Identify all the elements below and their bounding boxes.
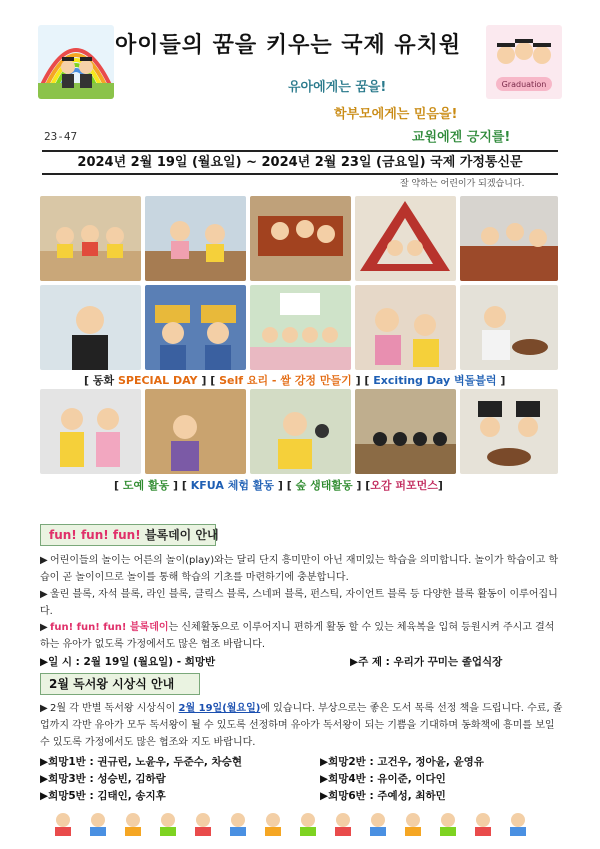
reading-award-paragraph: ▶ 2월 각 반별 독서왕 시상식이 2월 19일(월요일)에 있습니다. 부상으로는 좋은 도서 목록 선정 책을 드립니다. 수료, 졸업까지 각반 유아가 모두 독서왕이 될 수 있도록 선정하며 유아가 독서왕이 되는 기쁨을 기대하며 동화책에 흥미를 보일 수 있도록 가정에서도 많은 협조와 지도 바랍니다. xyxy=(40,703,563,748)
photo-class-activity-9 xyxy=(355,285,456,370)
photo-class-activity-4 xyxy=(355,196,456,281)
caption-bracket: ] [ xyxy=(274,479,296,492)
section-reading-award-header: 2월 독서왕 시상식 안내 xyxy=(40,673,200,695)
slogan-children: 유아에게는 꿈을! xyxy=(288,80,387,95)
caption-pottery: 도예 활동 xyxy=(122,479,170,492)
caption-bracket: [ xyxy=(114,479,123,492)
graduation-logo-text: Graduation xyxy=(501,80,547,89)
photo-captions-row-2 xyxy=(114,477,443,493)
caption-bracket: ] xyxy=(437,479,443,492)
caption-bracket: ] xyxy=(496,374,506,387)
award-group-1: ▶희망1반 : 권규린, 노윤우, 두준수, 차승현 xyxy=(40,756,242,768)
photo-class-activity-1 xyxy=(40,196,141,281)
photo-class-activity-14 xyxy=(355,389,456,474)
award-group-3-text: 희망3반 : 성승빈, 김하람 xyxy=(48,773,166,785)
slogan-teachers: 교원에겐 긍지를! xyxy=(412,130,511,145)
photo-class-activity-8 xyxy=(250,285,351,370)
caption-bracket: ] [ xyxy=(197,374,220,387)
block-day-paragraph-2: ▶ 울린 블록, 자석 블록, 라인 블록, 클릭스 블록, 스네퍼 블록, 펀스틱, 자이언트 블록 등 다양한 블록 활동이 이루어집니다. xyxy=(40,589,558,617)
block-day-paragraph-1-text: 어린이들의 놀이는 어른의 놀이(play)와는 달리 단지 흥미만이 아닌 재미있는 학습을 의미합니다. 놀이가 학습이고 학습이 곧 놀이이므로 놀이를 통해 학습의 기초를 마련하기에 충분합니다. xyxy=(40,555,559,583)
caption-bracket: ] [ xyxy=(169,479,191,492)
photo-class-activity-12 xyxy=(145,389,246,474)
award-group-3: ▶희망3반 : 성승빈, 김하람 xyxy=(40,773,166,785)
photo-class-activity-3 xyxy=(250,196,351,281)
award-group-2: ▶희망2반 : 고건우, 정아윤, 윤영유 xyxy=(320,756,484,768)
reading-award-text-b: 에 있습니다. 부상으로는 좋은 도서 목록 선정 책을 드립니다. 수료, 졸업까지 각반 유아가 모두 독서왕이 될 수 있도록 선정하며 유아가 독서왕이 되는 기쁨을 기대하며 동화책에 흥미를 보일 수 있도록 가정에서도 많은 협조와 지도 바랍니다. xyxy=(40,703,563,748)
photo-class-activity-2 xyxy=(145,196,246,281)
award-group-6: ▶희망6반 : 주예성, 최하민 xyxy=(320,790,446,802)
block-day-paragraph-2-text: 울린 블록, 자석 블록, 라인 블록, 클릭스 블록, 스네퍼 블록, 펀스틱, 자이언트 블록 등 다양한 블록 활동이 이루어집니다. xyxy=(40,589,558,617)
photo-class-activity-7 xyxy=(145,285,246,370)
block-day-paragraph-1: ▶ 어린이들의 놀이는 어른의 놀이(play)와는 달리 단지 흥미만이 아닌 재미있는 학습을 의미합니다. 놀이가 학습이고 학습이 곧 놀이이므로 놀이를 통해 학습의 기초를 마련하기에 충분합니다. xyxy=(40,555,559,583)
caption-bracket: [ 동화 xyxy=(84,374,118,387)
award-group-4-text: 희망4반 : 유이준, 이다인 xyxy=(328,773,446,785)
caption-special-day: SPECIAL DAY xyxy=(117,374,198,387)
award-group-4: ▶희망4반 : 유이준, 이다인 xyxy=(320,773,446,785)
slogan-parents: 학부모에게는 믿음을! xyxy=(334,107,458,122)
award-group-5-text: 희망5반 : 김태인, 송지후 xyxy=(48,790,166,802)
section-block-day-title-highlight: fun! fun! fun! xyxy=(49,528,141,542)
block-day-paragraph-3-text: 는 신체활동으로 이루어지니 편하게 활동 할 수 있는 체육복을 입혀 등원시켜 주시고 결석하는 유아가 없도록 가정에서도 많은 협조 바랍니다. xyxy=(40,622,555,650)
photo-captions-row-1 xyxy=(84,372,505,388)
reading-award-text-a: 2월 각 반별 독서왕 시상식이 xyxy=(50,703,179,714)
block-day-topic-text: 주 제 : 우리가 꾸미는 졸업식장 xyxy=(358,656,503,668)
class-motto: 잘 약하는 어린이가 되겠습니다. xyxy=(400,179,525,189)
award-group-5: ▶희망5반 : 김태인, 송지후 xyxy=(40,790,166,802)
date-range-banner: 2024년 2월 19일 (월요일) ~ 2024년 2월 23일 (금요일) 국제 가정통신문 xyxy=(42,150,558,175)
block-day-highlight: fun! fun! fun! 블록데이 xyxy=(50,622,169,633)
block-day-topic: ▶주 제 : 우리가 꾸미는 졸업식장 xyxy=(350,656,503,668)
photo-class-activity-6 xyxy=(40,285,141,370)
photo-class-activity-15 xyxy=(460,389,558,474)
caption-five-senses: 오감 퍼포먼스 xyxy=(370,479,438,492)
block-day-date: ▶일 시 : 2월 19일 (월요일) - 희망반 xyxy=(40,656,216,668)
caption-forest: 숲 생태활동 xyxy=(295,479,353,492)
issue-number: 23-47 xyxy=(44,130,78,143)
caption-kfua: KFUA 체험 활동 xyxy=(190,479,275,492)
caption-bracket: ] [ xyxy=(352,479,371,492)
block-day-date-text: 일 시 : 2월 19일 (월요일) - 희망반 xyxy=(48,656,216,668)
graduation-logo-right xyxy=(486,25,562,99)
award-group-1-text: 희망1반 : 권규린, 노윤우, 두준수, 차승현 xyxy=(48,756,242,768)
award-group-6-text: 희망6반 : 주예성, 최하민 xyxy=(328,790,446,802)
award-group-2-text: 희망2반 : 고건우, 정아윤, 윤영유 xyxy=(328,756,484,768)
photo-class-activity-11 xyxy=(40,389,141,474)
kindergarten-logo-left xyxy=(38,25,114,99)
newsletter-title: 아이들의 꿈을 키우는 국제 유치원 xyxy=(115,33,462,58)
caption-exciting-day: Exciting Day 벽돌블럭 xyxy=(373,374,497,387)
footer-children-decoration xyxy=(48,808,556,838)
section-block-day-title: 블록데이 안내 xyxy=(140,528,219,542)
photo-class-activity-5 xyxy=(460,196,558,281)
caption-bracket: ] [ xyxy=(351,374,374,387)
photo-class-activity-10 xyxy=(460,285,558,370)
block-day-paragraph-3: ▶ fun! fun! fun! 블록데이는 신체활동으로 이루어지니 편하게 활동 할 수 있는 체육복을 입혀 등원시켜 주시고 결석하는 유아가 없도록 가정에서도 많은 협조 바랍니다. xyxy=(40,622,555,650)
caption-self-cooking: Self 요리 - 쌀 강정 만들기 xyxy=(219,374,352,387)
photo-class-activity-13 xyxy=(250,389,351,474)
reading-award-date: 2월 19일(월요일) xyxy=(178,703,261,714)
section-block-day-header xyxy=(40,524,219,546)
